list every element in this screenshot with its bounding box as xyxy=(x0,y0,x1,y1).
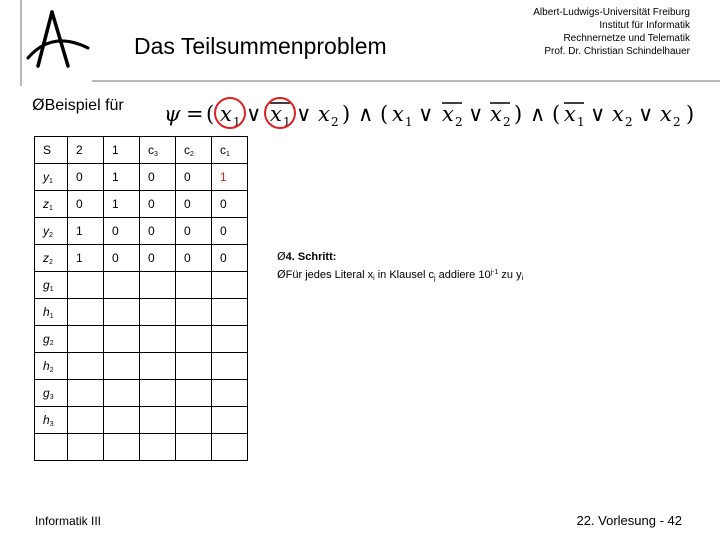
formula-and: ∧ xyxy=(530,102,546,126)
table-cell: 0 xyxy=(176,245,212,272)
table-header-cell: S xyxy=(35,137,68,164)
table-cell xyxy=(104,353,140,380)
table-cell: 0 xyxy=(176,164,212,191)
table-cell xyxy=(176,434,212,461)
row-label: $h_1$ xyxy=(35,299,68,326)
footer-page-number: 22. Vorlesung - 42 xyxy=(576,513,682,528)
formula-paren: ) xyxy=(342,102,351,126)
table-cell xyxy=(104,299,140,326)
table-cell: 0 xyxy=(140,245,176,272)
table-row xyxy=(35,299,248,326)
formula-subscript: 1 xyxy=(577,115,585,129)
table-cell xyxy=(140,380,176,407)
row-label: $y_1$ xyxy=(35,164,68,191)
table-cell xyxy=(140,407,176,434)
table-cell xyxy=(68,353,104,380)
formula-term: x xyxy=(270,102,282,126)
bullet-arrow-icon: Ø xyxy=(32,95,45,114)
table-cell xyxy=(176,272,212,299)
table-cell: 0 xyxy=(68,191,104,218)
formula-or: ∨ xyxy=(468,102,484,126)
formula-paren: ( xyxy=(380,102,389,126)
formula-subscript: 2 xyxy=(503,115,511,129)
row-label: $h_3$ xyxy=(35,407,68,434)
table-cell: 0 xyxy=(140,164,176,191)
table-cell xyxy=(68,380,104,407)
footer-course: Informatik III xyxy=(35,514,102,528)
table-row xyxy=(35,353,248,380)
table-cell xyxy=(140,353,176,380)
table-header-cell: 1 xyxy=(104,137,140,164)
table-header-cell: $c_2$ xyxy=(176,137,212,164)
table-cell xyxy=(68,326,104,353)
step-title: Ø4. Schritt: xyxy=(277,250,337,263)
table-cell xyxy=(104,434,140,461)
formula-or: ∨ xyxy=(418,102,434,126)
table-row xyxy=(35,218,248,245)
table-cell: 0 xyxy=(176,191,212,218)
formula-paren: ( xyxy=(206,102,215,126)
row-label: $z_1$ xyxy=(35,191,68,218)
formula-term: x xyxy=(392,102,404,126)
formula-paren: ( xyxy=(552,102,561,126)
formula-term: x xyxy=(660,102,672,126)
table-cell xyxy=(212,299,248,326)
table-cell xyxy=(212,353,248,380)
university-logo-icon xyxy=(22,8,92,70)
example-label: Beispiel für xyxy=(44,97,124,114)
table-cell xyxy=(176,380,212,407)
row-label: $z_2$ xyxy=(35,245,68,272)
step-description xyxy=(277,249,523,286)
formula-term: x xyxy=(490,102,502,126)
table-cell xyxy=(176,326,212,353)
table-cell: 0 xyxy=(212,191,248,218)
institution-line: Prof. Dr. Christian Schindelhauer xyxy=(544,46,690,57)
table-cell xyxy=(212,326,248,353)
table-header-cell: $c_3$ xyxy=(140,137,176,164)
table-cell: 1 xyxy=(212,164,248,191)
formula xyxy=(162,92,702,134)
step-rule: ØFür jedes Literal $x_i$ in Klausel $c_j$ addiere 10$^{j-1}$ zu $y_i$ xyxy=(277,268,524,282)
table-cell: 0 xyxy=(104,218,140,245)
table-cell: 0 xyxy=(104,245,140,272)
row-label: $g_3$ xyxy=(35,380,68,407)
table-cell xyxy=(140,434,176,461)
table-header-cell: 2 xyxy=(68,137,104,164)
table-cell xyxy=(104,272,140,299)
institution-block xyxy=(470,6,690,58)
table-row xyxy=(35,407,248,434)
formula-term: x xyxy=(564,102,576,126)
formula-or: ∨ xyxy=(246,102,262,126)
table-header-cell: $c_1$ xyxy=(212,137,248,164)
institution-line: Albert-Ludwigs-Universität Freiburg xyxy=(533,7,690,18)
table-row xyxy=(35,164,248,191)
formula-or: ∨ xyxy=(638,102,654,126)
formula-term: x xyxy=(220,102,232,126)
formula-or: ∨ xyxy=(590,102,606,126)
table-cell xyxy=(140,299,176,326)
bullet-arrow-icon: Ø xyxy=(277,268,286,281)
table-cell xyxy=(68,407,104,434)
table-cell: 0 xyxy=(140,218,176,245)
table-cell xyxy=(68,272,104,299)
table-cell: 1 xyxy=(104,164,140,191)
row-label: $y_2$ xyxy=(35,218,68,245)
formula-subscript: 2 xyxy=(455,115,463,129)
table-row xyxy=(35,380,248,407)
table-cell: 0 xyxy=(68,164,104,191)
table-cell xyxy=(212,272,248,299)
table-cell xyxy=(212,434,248,461)
header-horizontal-rule xyxy=(92,80,720,82)
table-row xyxy=(35,272,248,299)
table-cell xyxy=(140,326,176,353)
table-cell xyxy=(212,407,248,434)
formula-paren: ) xyxy=(686,102,695,126)
table-cell xyxy=(104,326,140,353)
table-cell xyxy=(176,299,212,326)
table-row xyxy=(35,326,248,353)
row-label: $h_2$ xyxy=(35,353,68,380)
table-cell xyxy=(176,407,212,434)
bullet-arrow-icon: Ø xyxy=(277,250,286,263)
table-cell xyxy=(212,380,248,407)
row-label: $g_1$ xyxy=(35,272,68,299)
row-label: $g_2$ xyxy=(35,326,68,353)
table-cell: 0 xyxy=(176,218,212,245)
table-cell: 0 xyxy=(212,245,248,272)
subset-sum-table xyxy=(34,136,248,461)
formula-subscript: 2 xyxy=(673,115,681,129)
formula-equals: = xyxy=(186,102,204,126)
table-cell xyxy=(104,380,140,407)
page-title: Das Teilsummenproblem xyxy=(134,33,387,59)
row-label xyxy=(35,434,68,461)
formula-subscript: 1 xyxy=(283,115,291,129)
formula-and: ∧ xyxy=(358,102,374,126)
formula-subscript: 2 xyxy=(625,115,633,129)
example-heading xyxy=(32,95,124,116)
formula-psi: ψ xyxy=(164,102,181,126)
formula-subscript: 1 xyxy=(233,115,241,129)
table-cell: 1 xyxy=(104,191,140,218)
table-cell xyxy=(68,299,104,326)
formula-term: x xyxy=(442,102,454,126)
table-cell xyxy=(176,353,212,380)
table-cell: 0 xyxy=(140,191,176,218)
formula-paren: ) xyxy=(514,102,523,126)
formula-subscript: 1 xyxy=(405,115,413,129)
table-row xyxy=(35,191,248,218)
table-cell: 1 xyxy=(68,218,104,245)
formula-term: x xyxy=(612,102,624,126)
formula-subscript: 2 xyxy=(331,115,339,129)
institution-line: Rechnernetze und Telematik xyxy=(563,33,690,44)
table-row xyxy=(35,434,248,461)
table-cell: 1 xyxy=(68,245,104,272)
table-row xyxy=(35,245,248,272)
table-header-row xyxy=(35,137,248,164)
table-cell xyxy=(104,407,140,434)
table-cell xyxy=(68,434,104,461)
formula-or: ∨ xyxy=(296,102,312,126)
table-cell: 0 xyxy=(212,218,248,245)
formula-term: x xyxy=(318,102,330,126)
table-cell xyxy=(140,272,176,299)
institution-line: Institut für Informatik xyxy=(599,20,690,31)
